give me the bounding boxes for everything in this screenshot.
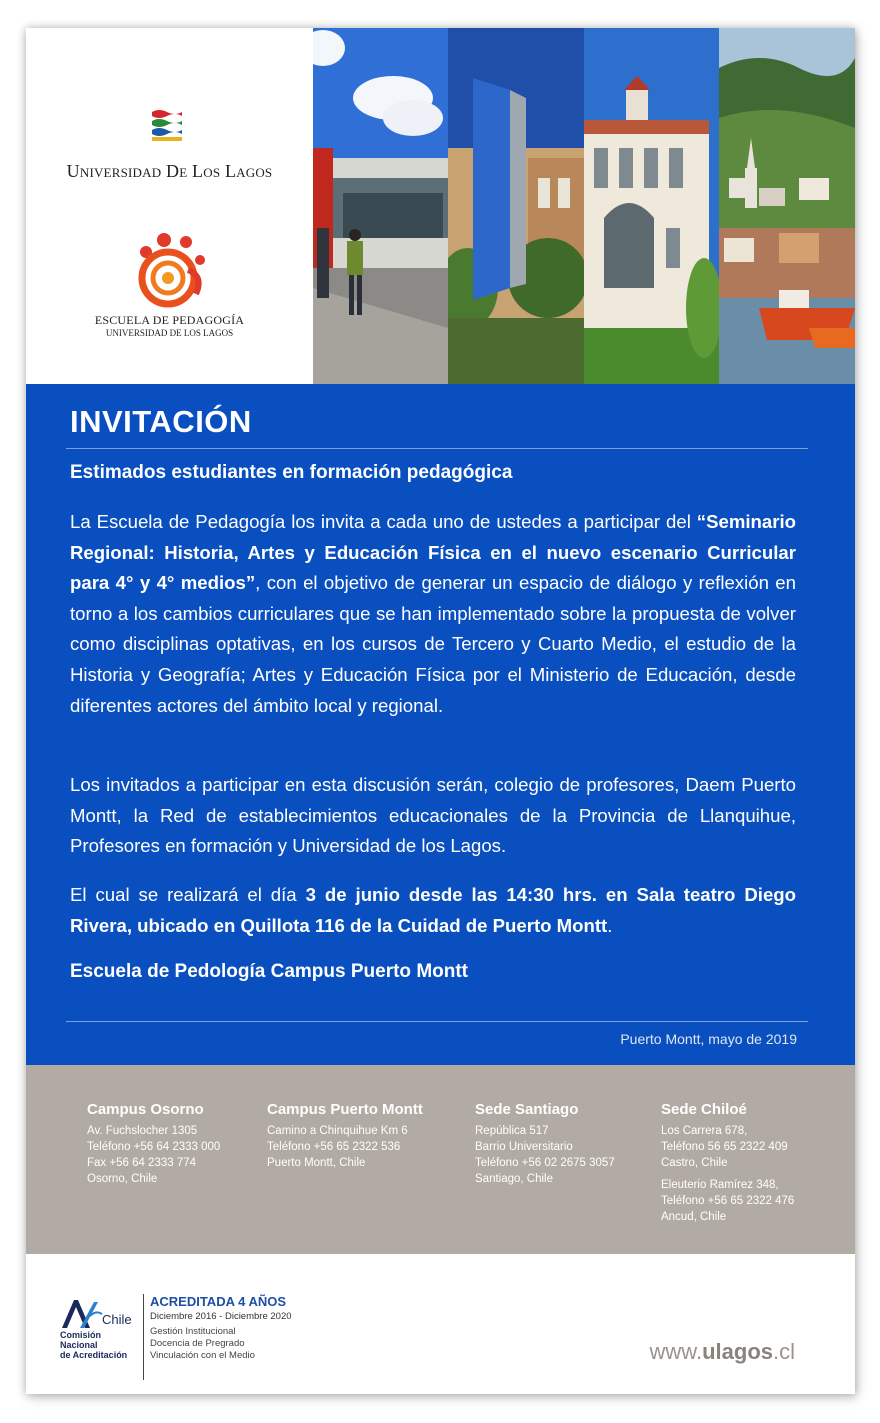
campus-phone: Teléfono 56 65 2322 409 — [661, 1141, 788, 1153]
title-divider — [66, 448, 808, 449]
accreditation-period: Diciembre 2016 - Diciembre 2020 — [150, 1311, 292, 1322]
cna-brand-text: Chile — [102, 1312, 132, 1327]
campus-city: Osorno, Chile — [87, 1173, 158, 1185]
event-date-place: 3 de junio desde las 14:30 hrs. en Sala teatro Diego Rivera, ubicado en Quillota 116 de la Cuidad de Puerto Montt — [70, 884, 797, 936]
campus-fax: Fax +56 64 2333 774 — [87, 1157, 197, 1169]
greeting: Estimados estudiantes en formación pedagógica — [70, 462, 513, 483]
invitation-card — [26, 28, 855, 1394]
seminar-name: “Seminario Regional: Historia, Artes y Educación Física en el nuevo escenario Curricular para 4° y 4° medios” — [70, 511, 796, 594]
cna-name-line2: de Acreditación — [60, 1350, 128, 1360]
campus-building-photo — [313, 28, 448, 384]
pedagogy-school-subtitle: UNIVERSIDAD DE LOS LAGOS — [105, 328, 234, 338]
campus-city: Santiago, Chile — [475, 1173, 553, 1185]
event-details-intro: El cual se realizará el día — [70, 884, 306, 905]
invitation-section — [26, 384, 855, 1065]
campus-santiago — [475, 1101, 615, 1187]
paragraph-seminar-intro: La Escuela de Pedagogía los invita a cada uno de ustedes a participar del — [70, 511, 697, 532]
accreditation-title: ACREDITADA 4 AÑOS — [150, 1294, 287, 1309]
signature: Escuela de Pedología Campus Puerto Montt — [70, 961, 469, 982]
campus-address-line: Barrio Universitario — [475, 1141, 573, 1153]
campus-addresses — [26, 1065, 855, 1254]
university-name: Universidad De Los Lagos — [66, 161, 273, 181]
cna-chile-logo-icon — [60, 1296, 132, 1330]
accreditation-area: Docencia de Pregrado — [150, 1338, 245, 1349]
invitation-title: INVITACIÓN — [70, 404, 252, 439]
accreditation-info — [150, 1294, 292, 1362]
website-suffix: .cl — [773, 1339, 795, 1364]
university-logo-icon — [150, 108, 184, 142]
campus-phone: Teléfono +56 64 2333 000 — [87, 1141, 221, 1153]
website-prefix: www. — [649, 1339, 703, 1364]
paragraph-event-details — [70, 880, 796, 941]
cna-name-line1: Comisión Nacional — [60, 1330, 102, 1350]
campus-city: Castro, Chile — [661, 1157, 728, 1169]
campus-phone: Teléfono +56 65 2322 536 — [267, 1141, 401, 1153]
accreditation-divider — [143, 1294, 144, 1380]
pedagogy-school-logo-icon — [130, 230, 210, 310]
paragraph-seminar — [70, 507, 796, 721]
campus-name: Sede Chiloé — [661, 1101, 747, 1118]
campus-address-line: República 517 — [475, 1125, 549, 1137]
pedagogy-school-name: ESCUELA DE PEDAGOGÍA — [94, 313, 245, 327]
header — [26, 28, 855, 384]
campus-puerto-montt — [267, 1101, 423, 1171]
campus-phone: Teléfono +56 02 2675 3057 — [475, 1157, 615, 1169]
campus-address-line: Av. Fuchslocher 1305 — [87, 1125, 198, 1137]
campus-name: Campus Osorno — [87, 1101, 204, 1118]
paragraph-guests: Los invitados a participar en esta discusión serán, colegio de profesores, Daem Puerto Montt, la Red de establecimientos educacionales de la Provincia de Llanquihue, Profesores en formación y Universidad de los Lagos. — [70, 774, 796, 857]
campus-city: Ancud, Chile — [661, 1211, 727, 1223]
campus-address-line: Eleuterio Ramírez 348, — [661, 1179, 779, 1191]
campus-sign-photo — [448, 28, 584, 384]
campus-name: Campus Puerto Montt — [267, 1101, 423, 1118]
campus-chiloe — [661, 1101, 794, 1225]
paragraph-seminar-objective: , con el objetivo de generar un espacio de diálogo y reflexión en torno a los cambios curriculares que se han implementado sobre la propuesta de volver como disciplinas optativas, en los cursos de Tercero y Cuarto Medio, el estudio de la Historia y Geografía; Artes y Educación Física por el Ministerio de Educación, desde diferentes actores del ámbito local y regional. — [70, 572, 796, 716]
signature-divider — [66, 1021, 808, 1022]
campus-address-line: Camino a Chinquihue Km 6 — [267, 1125, 408, 1137]
campus-phone: Teléfono +56 65 2322 476 — [661, 1195, 795, 1207]
coastal-town-photo — [719, 28, 855, 384]
accreditation-area: Gestión Institucional — [150, 1326, 236, 1337]
website-domain: ulagos — [702, 1339, 773, 1364]
place-date: Puerto Montt, mayo de 2019 — [620, 1031, 797, 1047]
website-link[interactable] — [650, 1339, 795, 1365]
logo-column — [26, 28, 313, 384]
footer — [26, 1254, 855, 1394]
event-details-end: . — [607, 914, 613, 936]
accreditation-area: Vinculación con el Medio — [150, 1350, 255, 1361]
accreditation-agency-logo — [60, 1296, 140, 1360]
historic-building-photo — [584, 28, 719, 384]
campus-osorno — [87, 1101, 220, 1187]
campus-address-line: Los Carrera 678, — [661, 1125, 748, 1137]
campus-city: Puerto Montt, Chile — [267, 1157, 366, 1169]
campus-name: Sede Santiago — [475, 1101, 579, 1118]
